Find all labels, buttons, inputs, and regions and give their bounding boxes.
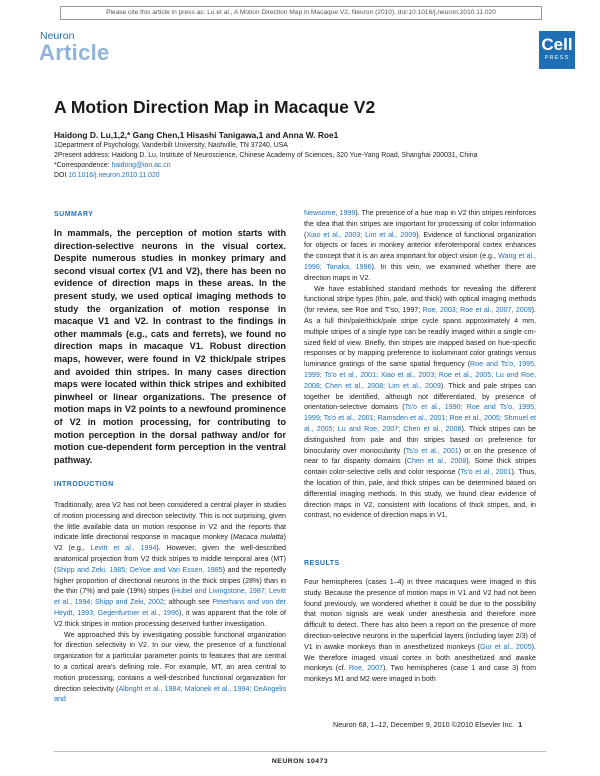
page-footer xyxy=(333,720,522,729)
body-text: ) V2 (e.g., xyxy=(54,533,286,553)
article-type-label: Article xyxy=(39,40,110,65)
body-text: ). However, given the well-described anatomical projection from V2 thick stripes to middle temporal area (MT) ( xyxy=(54,544,287,574)
footer-citation: Neuron 68, 1–12, December 9, 2010 ©2010 Elsevier Inc. xyxy=(333,720,515,729)
doi-line xyxy=(54,171,160,181)
correspondence xyxy=(54,161,171,171)
body-text: ). The presence of a hue map in V2 thin stripes reinforces the idea that thin stripes are important for processing of color information ( xyxy=(304,209,537,239)
correspondence-label: *Correspondence: xyxy=(54,162,112,169)
body-text: ) or on the presence of near to far disparity domains ( xyxy=(304,446,537,466)
reference-link[interactable]: Roe, 2007 xyxy=(348,664,383,673)
logo-main-text: Cell xyxy=(541,35,573,54)
body-text: ). In this vein, we examined whether there are direction maps in V2. xyxy=(304,262,536,282)
body-text: ). Thick and pale stripes can together be identified, although not differentiated, by presence of orientation-selective domains ( xyxy=(304,381,536,412)
body-text: ), it was apparent that the role of V2 thick stripes in motion processing deserved further investigation. xyxy=(54,608,286,628)
reference-link[interactable]: Levitt et al., 1994 xyxy=(90,544,157,553)
affiliation-2: 2Present address: Haidong D. Lu, Institute of Neuroscience, Chinese Academy of Sciences, 320 Yue-Yang Road, Shanghai 200031, China xyxy=(54,152,478,159)
reference-link[interactable]: Gur et al., 2005 xyxy=(480,642,532,651)
body-text: We approached this by investigating possible functional organization for direction selectivity in V2. In our view, the presence of a functional organization for a particular parameter points to features that are central to a cortical area's defining role. For example, MT, an area central to motion processing, contains a well-described functional organization for direction selectivity ( xyxy=(54,630,286,693)
reference-link[interactable]: Newsome, 1999 xyxy=(304,209,356,217)
reference-link[interactable]: Roe, 2003; Roe et al., 2007, 2009 xyxy=(422,306,532,315)
author-list: Haidong D. Lu,1,2,* Gang Chen,1 Hisashi Tanigawa,1 and Anna W. Roe1 xyxy=(54,130,339,140)
body-text: Traditionally, area V2 has not been considered a central player in studies of motion processing and direction selectivity. This is not surprising, given the little available data on motion response in V2 and the reports that indicate little directional response in macaque monkey ( xyxy=(54,501,286,542)
doi-link[interactable]: 10.1016/j.neuron.2010.11.020 xyxy=(68,172,160,179)
italic-text: Macaca mulatta xyxy=(232,533,284,542)
reference-link[interactable]: Ts'o et al., 1990; Roe and Ts'o, 1995, 1999; Ts'o et al., 2001; Ramsden et al., 2001; Roe et al., 2005; Shmuel et al., 2005; Lu and Roe, 2007; Chen et al., 2008 xyxy=(304,403,536,433)
reference-link[interactable]: Roe and Ts'o, 1995, 1999; Ts'o et al., 2001; Xiao et al., 2003; Roe et al., 2005; Lu and Roe, 2008; Chen et al., 2008; Lim et al., 2009 xyxy=(304,360,537,390)
reference-link[interactable]: Hubel and Livingstone, 1987; Levitt et al., 1994; Shipp and Zeki, 2002 xyxy=(54,587,286,607)
body-text: ). As a full thin/pale/thick/pale stripe cycle spans approximately 4 mm, multiple stripes of a single type can be readily imaged within a single cm-sized field of view. Briefly, thin stripes are mapped based on hue-specific responses or by mapping preference to isoluminant color gratings versus luminance gratings of the same spatial frequency ( xyxy=(304,306,536,369)
reference-link[interactable]: Shipp and Zeki, 1985; DeYoe and Van Essen, 1985 xyxy=(56,565,223,574)
body-text: We have established standard methods for revealing the different functional stripe types (thin, pale, and thick) with optical imaging methods (for review, see Roe and T'so, 1997; xyxy=(304,284,536,315)
summary-heading: SUMMARY xyxy=(54,211,94,218)
reference-link[interactable]: Wang et al., 1996; Tanaka, 1996 xyxy=(304,252,536,271)
body-text: ). Thick stripes can be distinguished from pale and thin stripes based on preference for binocularity over monocularity ( xyxy=(304,424,536,455)
reference-link[interactable]: Peterhans and von der Heydt, 1993; Gegenfurtner et al., 1996 xyxy=(54,598,286,617)
intro-paragraph-2 xyxy=(54,630,286,706)
right-paragraph-1 xyxy=(304,208,536,284)
reference-link[interactable]: Ts'o et al., 2001 xyxy=(405,446,459,455)
article-title: A Motion Direction Map in Macaque V2 xyxy=(54,97,376,117)
results-paragraph-1 xyxy=(304,577,536,685)
right-column xyxy=(304,208,536,521)
journal-name: Neuron xyxy=(40,30,75,42)
page-number: 1 xyxy=(518,720,523,729)
introduction-heading: INTRODUCTION xyxy=(54,481,114,488)
body-text: ; although see xyxy=(163,598,213,607)
doi-label: DOI xyxy=(54,172,69,179)
reference-link[interactable]: Xiao et al., 2003; Lim et al., 2009 xyxy=(306,230,417,239)
results-heading: RESULTS xyxy=(304,560,340,567)
body-text: ) and the reportedly higher proportion of directional neurons in the thick stripes (28%) than in the thin (7%) and pale (19%) stripes ( xyxy=(54,565,286,596)
reference-link[interactable]: Albright et al., 1984; Malonek et al., 1994; DeAngelis and xyxy=(54,684,286,704)
bottom-divider xyxy=(54,751,546,752)
body-text: ). Some thick stripes contain color-selective cells and color response ( xyxy=(304,457,537,477)
cell-press-logo xyxy=(539,31,575,69)
body-text: ). Evidence of functional organization for objects or faces in monkey anterior inferotemporal cortex enhances the concept that it is an area important for object vision (e.g., xyxy=(304,230,536,261)
right-paragraph-2 xyxy=(304,284,536,522)
results-column xyxy=(304,577,536,685)
reference-link[interactable]: Chen et al., 2008 xyxy=(406,457,467,466)
affiliation-1: 1Department of Psychology, Vanderbilt University, Nashville, TN 37240, USA xyxy=(54,142,288,149)
logo-sub-text: PRESS xyxy=(544,55,570,61)
body-text: ). Two hemispheres (case 1 and case 3) from monkeys M1 and M2 were imaged in both xyxy=(304,664,536,684)
body-text: ). Thus, the location of thin, pale, and thick stripes can be determined based on differential imaging methods. In this study, we found clear evidence of direction maps in V2, consistent with locations of thick stripes, and, in contrast, no evidence of direction maps in V1. xyxy=(304,468,536,520)
body-text: Four hemispheres (cases 1–4) in three macaques were imaged in this study. Because the presence of motion maps in V1 and V2 had not been found previously, we wondered whether it could be due to the possibility that motion signals are weak under anesthesia and therefore more difficult to detect. There has also been a report on the presence of more direction-selective neurons in the superficial layers (including layer 2/3) of V1 in awake monkeys than in anesthetized monkeys ( xyxy=(304,578,536,651)
correspondence-email-link[interactable]: haidong@ion.ac.cn xyxy=(111,162,171,169)
introduction-column xyxy=(54,500,286,705)
manuscript-code: NEURON 10473 xyxy=(271,758,329,765)
reference-link[interactable]: Ts'o et al., 2001 xyxy=(460,468,512,477)
intro-paragraph-1 xyxy=(54,500,286,630)
summary-text: In mammals, the perception of motion starts with direction-selective neurons in the visual cortex. Despite numerous studies in monkey primary and second visual cortex (V1 and V2), there has been no evidence of direction maps in these areas. In the present study, we used optical imaging methods to study the organization of motion response in macaque V1 and V2. In contrast to the findings in other mammals (e.g., cats and ferrets), we found no direction maps in macaque V1. Robust direction maps, however, were found in V2 thick/pale stripes and avoided thin stripes. In many cases direction maps were located within thick stripes and exhibited pinwheel or linear organizations. The presence of motion maps in V2 points to a newfound prominence of V2 in motion processing, for contributing to motion perception in the dorsal pathway and/or for motion cue-dependent form perception in the ventral pathway. xyxy=(54,228,286,465)
citation-banner: Please cite this article in press as: Lu et al., A Motion Direction Map in Macaque V2, Neuron (2010), doi:10.1016/j.neuron.2010.11.020 xyxy=(60,6,542,20)
body-text: ). We therefore imaged visual cortex in both anesthetized and awake monkeys (cf. xyxy=(304,642,536,673)
